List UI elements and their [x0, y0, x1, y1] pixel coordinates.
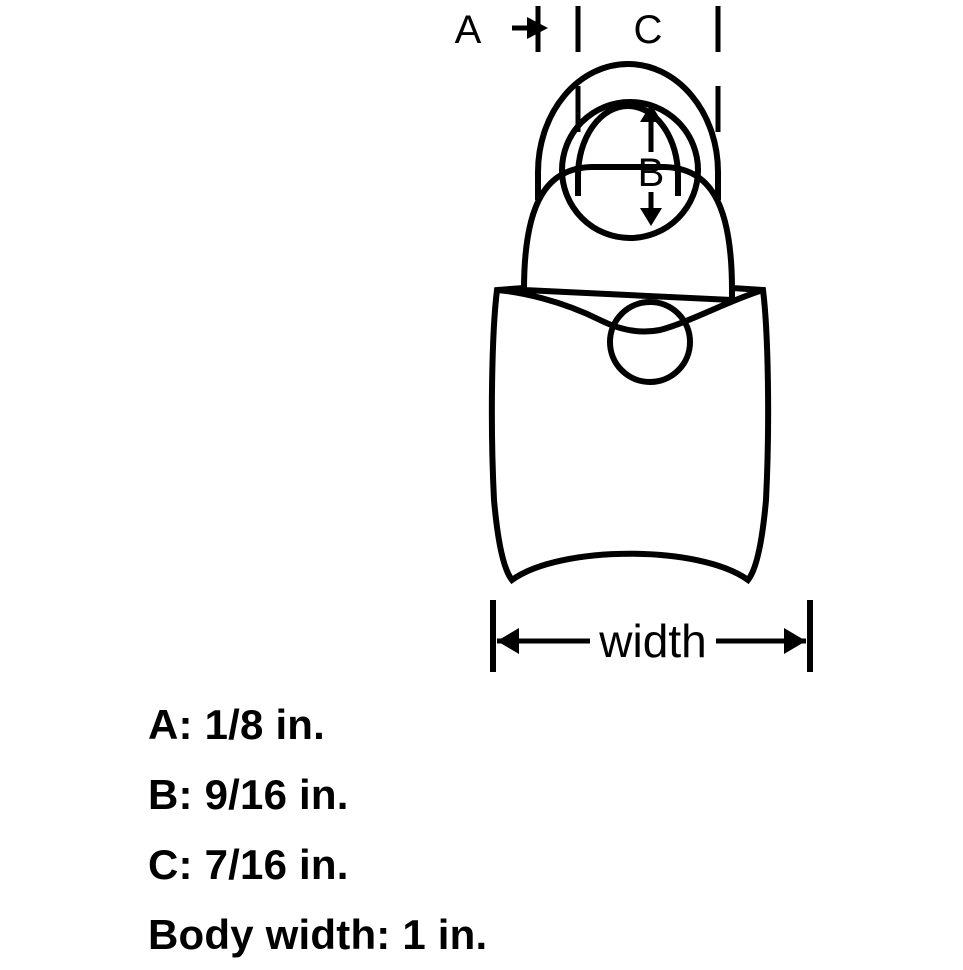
callout-a-label: A — [454, 8, 482, 52]
width-dimension — [493, 600, 810, 672]
spec-item-body-width: Body width: 1 in. — [148, 911, 488, 958]
spec-item-b: B: 9/16 in. — [148, 771, 349, 818]
callout-c-label: C — [633, 8, 663, 52]
spec-item-c: C: 7/16 in. — [148, 841, 349, 888]
spec-item-a: A: 1/8 in. — [148, 701, 326, 748]
width-label: width — [599, 615, 707, 667]
dimension-witness-lines — [538, 6, 718, 132]
callout-b-label: B — [637, 151, 665, 195]
keyway-circle — [610, 302, 690, 382]
specification-list — [148, 690, 848, 970]
callout-a-arrow — [512, 17, 548, 39]
